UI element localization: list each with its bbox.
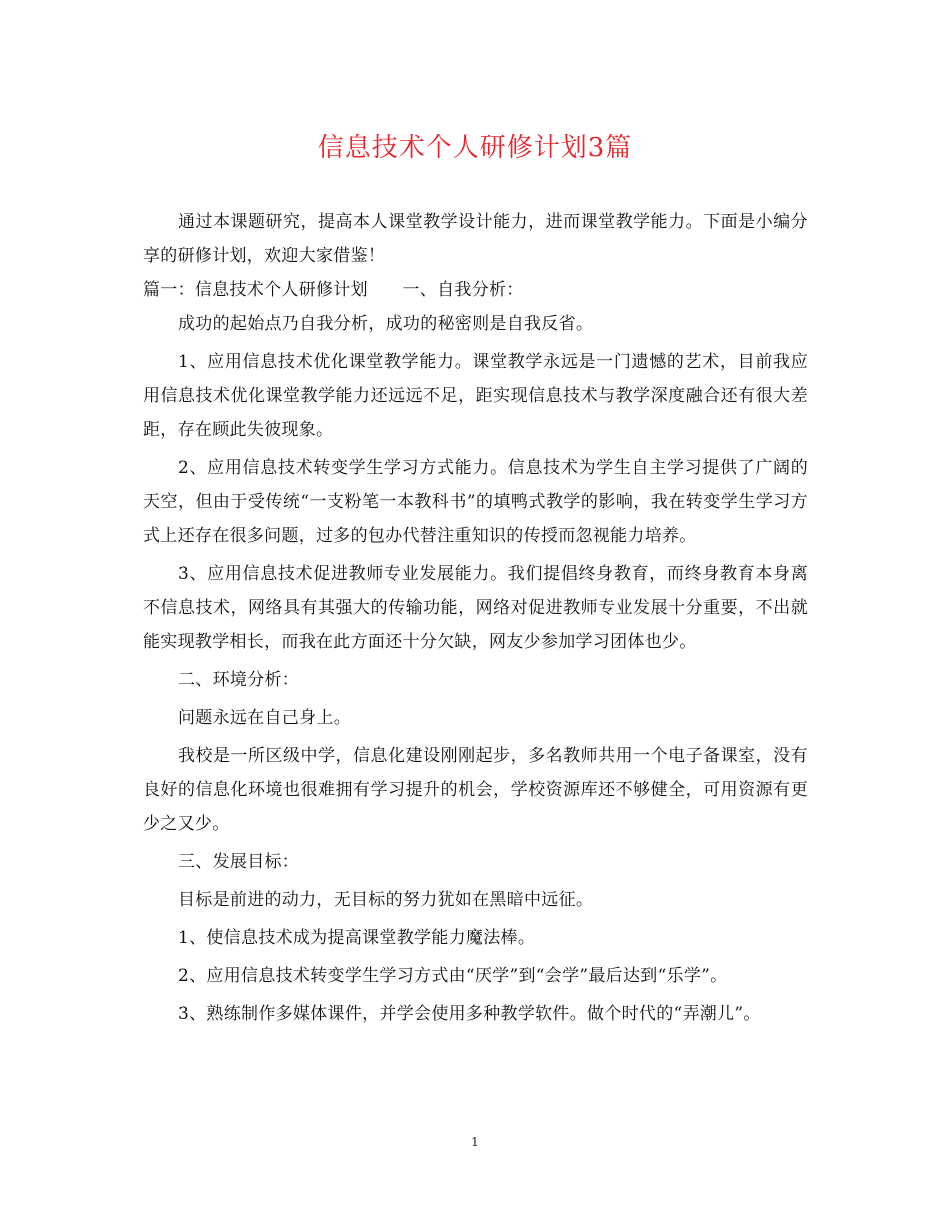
paragraph: 3、熟练制作多媒体课件，并学会使用多种教学软件。做个时代的“弄潮儿”。 [178,1004,761,1024]
paragraph: 目标是前进的动力，无目标的努力犹如在黑暗中远征。 [178,890,594,910]
paragraph: 问题永远在自己身上。 [178,708,351,728]
paragraph: 1、应用信息技术优化课堂教学能力。课堂教学永远是一门遗憾的艺术，目前我应用信息技术优化课堂教学能力还远远不足，距实现信息技术与教学深度融合还有很大差距，存在顾此失彼现象。 [143,352,808,440]
section-heading: 三、发展目标： [178,852,300,872]
paragraph: 1、使信息技术成为提高课堂教学能力魔法棒。 [178,928,536,948]
document-title: 信息技术个人研修计划3篇 [317,133,633,163]
paragraph: 2、应用信息技术转变学生学习方式能力。信息技术为学生自主学习提供了广阔的天空，但由于受传统“一支粉笔一本教科书”的填鸭式教学的影响，我在转变学生学习方式上还存在很多问题，过多的包办代替注重知识的传授而忽视能力培养。 [143,458,808,546]
section-heading-part-one: 篇一：信息技术个人研修计划 一、自我分析： [143,280,524,300]
paragraph: 成功的起始点乃自我分析，成功的秘密则是自我反省。 [178,314,594,334]
page-number: 1 [471,1135,479,1149]
intro-paragraph: 通过本课题研究，提高本人课堂教学设计能力，进而课堂教学能力。下面是小编分享的研修计划，欢迎大家借鉴！ [143,212,808,266]
paragraph: 3、应用信息技术促进教师专业发展能力。我们提倡终身教育，而终身教育本身离不信息技术，网络具有其强大的传输功能，网络对促进教师专业发展十分重要，不出就能实现教学相长，而我在此方面还十分欠缺，网友少参加学习团体也少。 [143,564,808,652]
paragraph: 2、应用信息技术转变学生学习方式由“厌学”到“会学”最后达到“乐学”。 [178,966,728,986]
document-body [143,205,808,1031]
paragraph: 我校是一所区级中学，信息化建设刚刚起步，多名教师共用一个电子备课室，没有良好的信息化环境也很难拥有学习提升的机会，学校资源库还不够健全，可用资源有更少之又少。 [143,746,808,834]
section-heading: 二、环境分析： [178,670,300,690]
